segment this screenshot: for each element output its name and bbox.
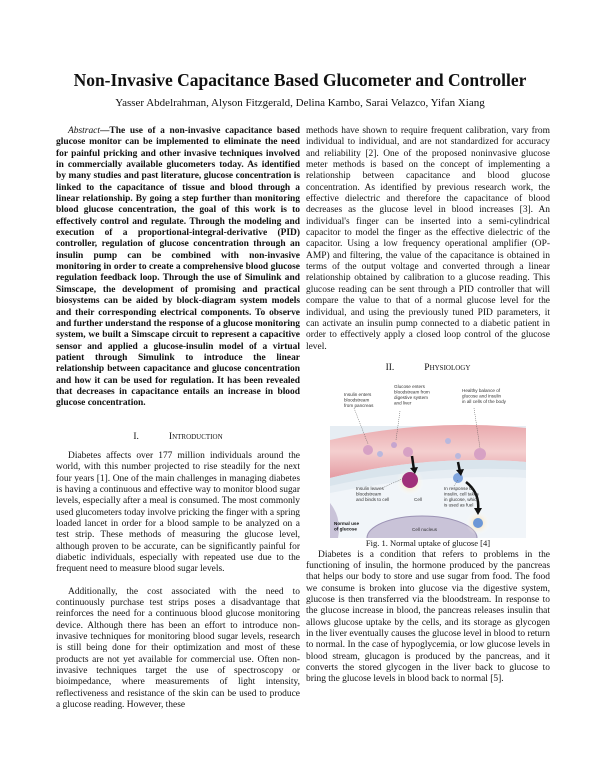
abstract-label: Abstract <box>68 126 100 136</box>
label-in-response: In response to insulin, cell takes in glucose, which is used as fuel <box>444 486 479 508</box>
paper-title: Non-Invasive Capacitance Based Glucometer and Controller <box>73 70 527 90</box>
insulin-receptor-icon <box>402 472 418 488</box>
intro-paragraph: Diabetes affects over 177 million individuals around the world, with this number projected to rise steadily for the next four years [1]. One of the main challenges in managing diabetes is having a continuous and effective way to monitor blood sugar levels, especially after a meal is consumed. The most commonly used glucometers today involve pricking the finger with a spring loaded lancet in order for a blood sample to be analyzed on a test strip. These methods of measuring the glucose level, although proven to be accurate, can be significantly painful for diabetic individuals, especially with repeated use due to the frequent need to measure blood sugar levels. <box>56 450 301 575</box>
label-cell-nucleus: Cell nucleus <box>412 527 438 533</box>
label-healthy-balance: Healthy balance of glucose and insulin in all cells of the body <box>462 388 506 405</box>
right-column <box>306 126 550 686</box>
abstract-text: —The use of a non-invasive capacitance based glucose monitor can be implemented to eliminate the need for painful pricking and other invasive techniques involved in commercially available glucometers today. As identified by many studies and past literature, glucose concentration is linked to the capacitance of tissue and blood through a linear relationship. By going a step further than monitoring blood glucose concentration, the goal of this work is to effectively control and regulate. Through the modeling and execution of a proportional-integral-derivative (PID) controller, regulation of glucose concentration through an insulin pump can be combined with non-invasive monitoring in order to create a comprehensive blood glucose regulation feedback loop. Through the use of Simulink and Simscape, the development of promising and practical biosystems can be aided by block-diagram system models and their corresponding electrical components. To observe and further understand the response of a glucose monitoring system, we built a Simscape circuit to represent a capacitive sensor and applied a glucose-insulin model of a virtual patient through Simulink to introduce the linear relationship between capacitance and glucose concentration and how it can be used for regulation. It has been revealed that decreases in capacitance entails an increase in blood glucose concentration. <box>56 126 300 409</box>
intro-paragraph: Additionally, the cost associated with the need to continuously purchase test strips poses a disadvantage that reinforces the need for a continuous blood glucose monitoring device. Although there has been an effort to introduce non-invasive techniques for monitoring blood sugar levels, research is still being done for their optimization and most of these products are not yet available for commercial use. Often non-invasive techniques target the use of spectroscopy or bioimpedance, where measurements of light intensity, reflectiveness and resistance of the skin can be used to produce a glucose reading. However, these <box>56 586 300 711</box>
abstract <box>56 126 300 410</box>
section-heading-introduction: I. Introduction <box>133 431 223 442</box>
label-normal-use: Normal use of glucose <box>334 521 360 532</box>
intro-paragraph-continued: methods have shown to require frequent calibration, vary from individual to individual, and are not standardized for accuracy and reliability [2]. One of the proposed noninvasive glucose meter methods is based on the concept of implementing a relationship between capacitance and blood glucose concentration. As identified by previous research work, the effective dielectric and therefore the capacitance of blood decreases as the glucose level in blood increases [3]. An individual's finger can be inserted into a semi-cylindrical capacitor to model the finger as the effective dielectric of the capacitor. Using a low frequency operational amplifier (OP-AMP) and filtering, the value of the capacitance is obtained in terms of the output voltage and converted through a linear relationship obtained by calibration to a glucose reading. This glucose reading can be sent through a PID controller that will compare the value to that of a normal glucose level for the individual, and using the previously tuned PID parameters, it can activate an insulin pump connected to a diabetic patient in order to effectively apply a closed loop control of the glucose level. <box>306 126 550 352</box>
physiology-paragraph: Diabetes is a condition that refers to problems in the functioning of insulin, the hormone produced by the pancreas that helps our body to store and use sugar from food. The food we consume is broken into glucose via the digestive system, glucose is then transferred via the bloodstream. In response to the glucose increase in blood, the pancreas releases insulin that allows glucose uptake by the cells, and its storage as glycogen in the liver eventually causes the glucose level in blood to return to normal. In the case of hypoglycemia, or low glucose levels in blood stream, glucagon is produced by the pancreas, and it converts the stored glycogen in the liver back to glucose to bring the glucose levels in blood back to normal [5]. <box>306 549 550 685</box>
label-insulin-leaves: Insulin leaves bloodstream and binds to cell <box>356 486 390 503</box>
left-column <box>56 126 300 712</box>
glucose-molecule-icon <box>473 518 483 528</box>
figure-caption: Fig. 1. Normal uptake of glucose [4] <box>365 538 491 549</box>
author-list: Yasser Abdelrahman, Alyson Fitzgerald, Delina Kambo, Sarai Velazco, Yifan Xiang <box>115 97 485 109</box>
label-cell: Cell <box>414 497 422 503</box>
label-insulin-enters: Insulin enters bloodstream from pancreas <box>344 392 374 409</box>
glucose-uptake-figure <box>330 378 526 538</box>
label-glucose-enters: Glucose enters bloodstream from digestive system and liver <box>394 384 430 406</box>
section-heading-physiology: II. Physiology <box>385 362 471 373</box>
